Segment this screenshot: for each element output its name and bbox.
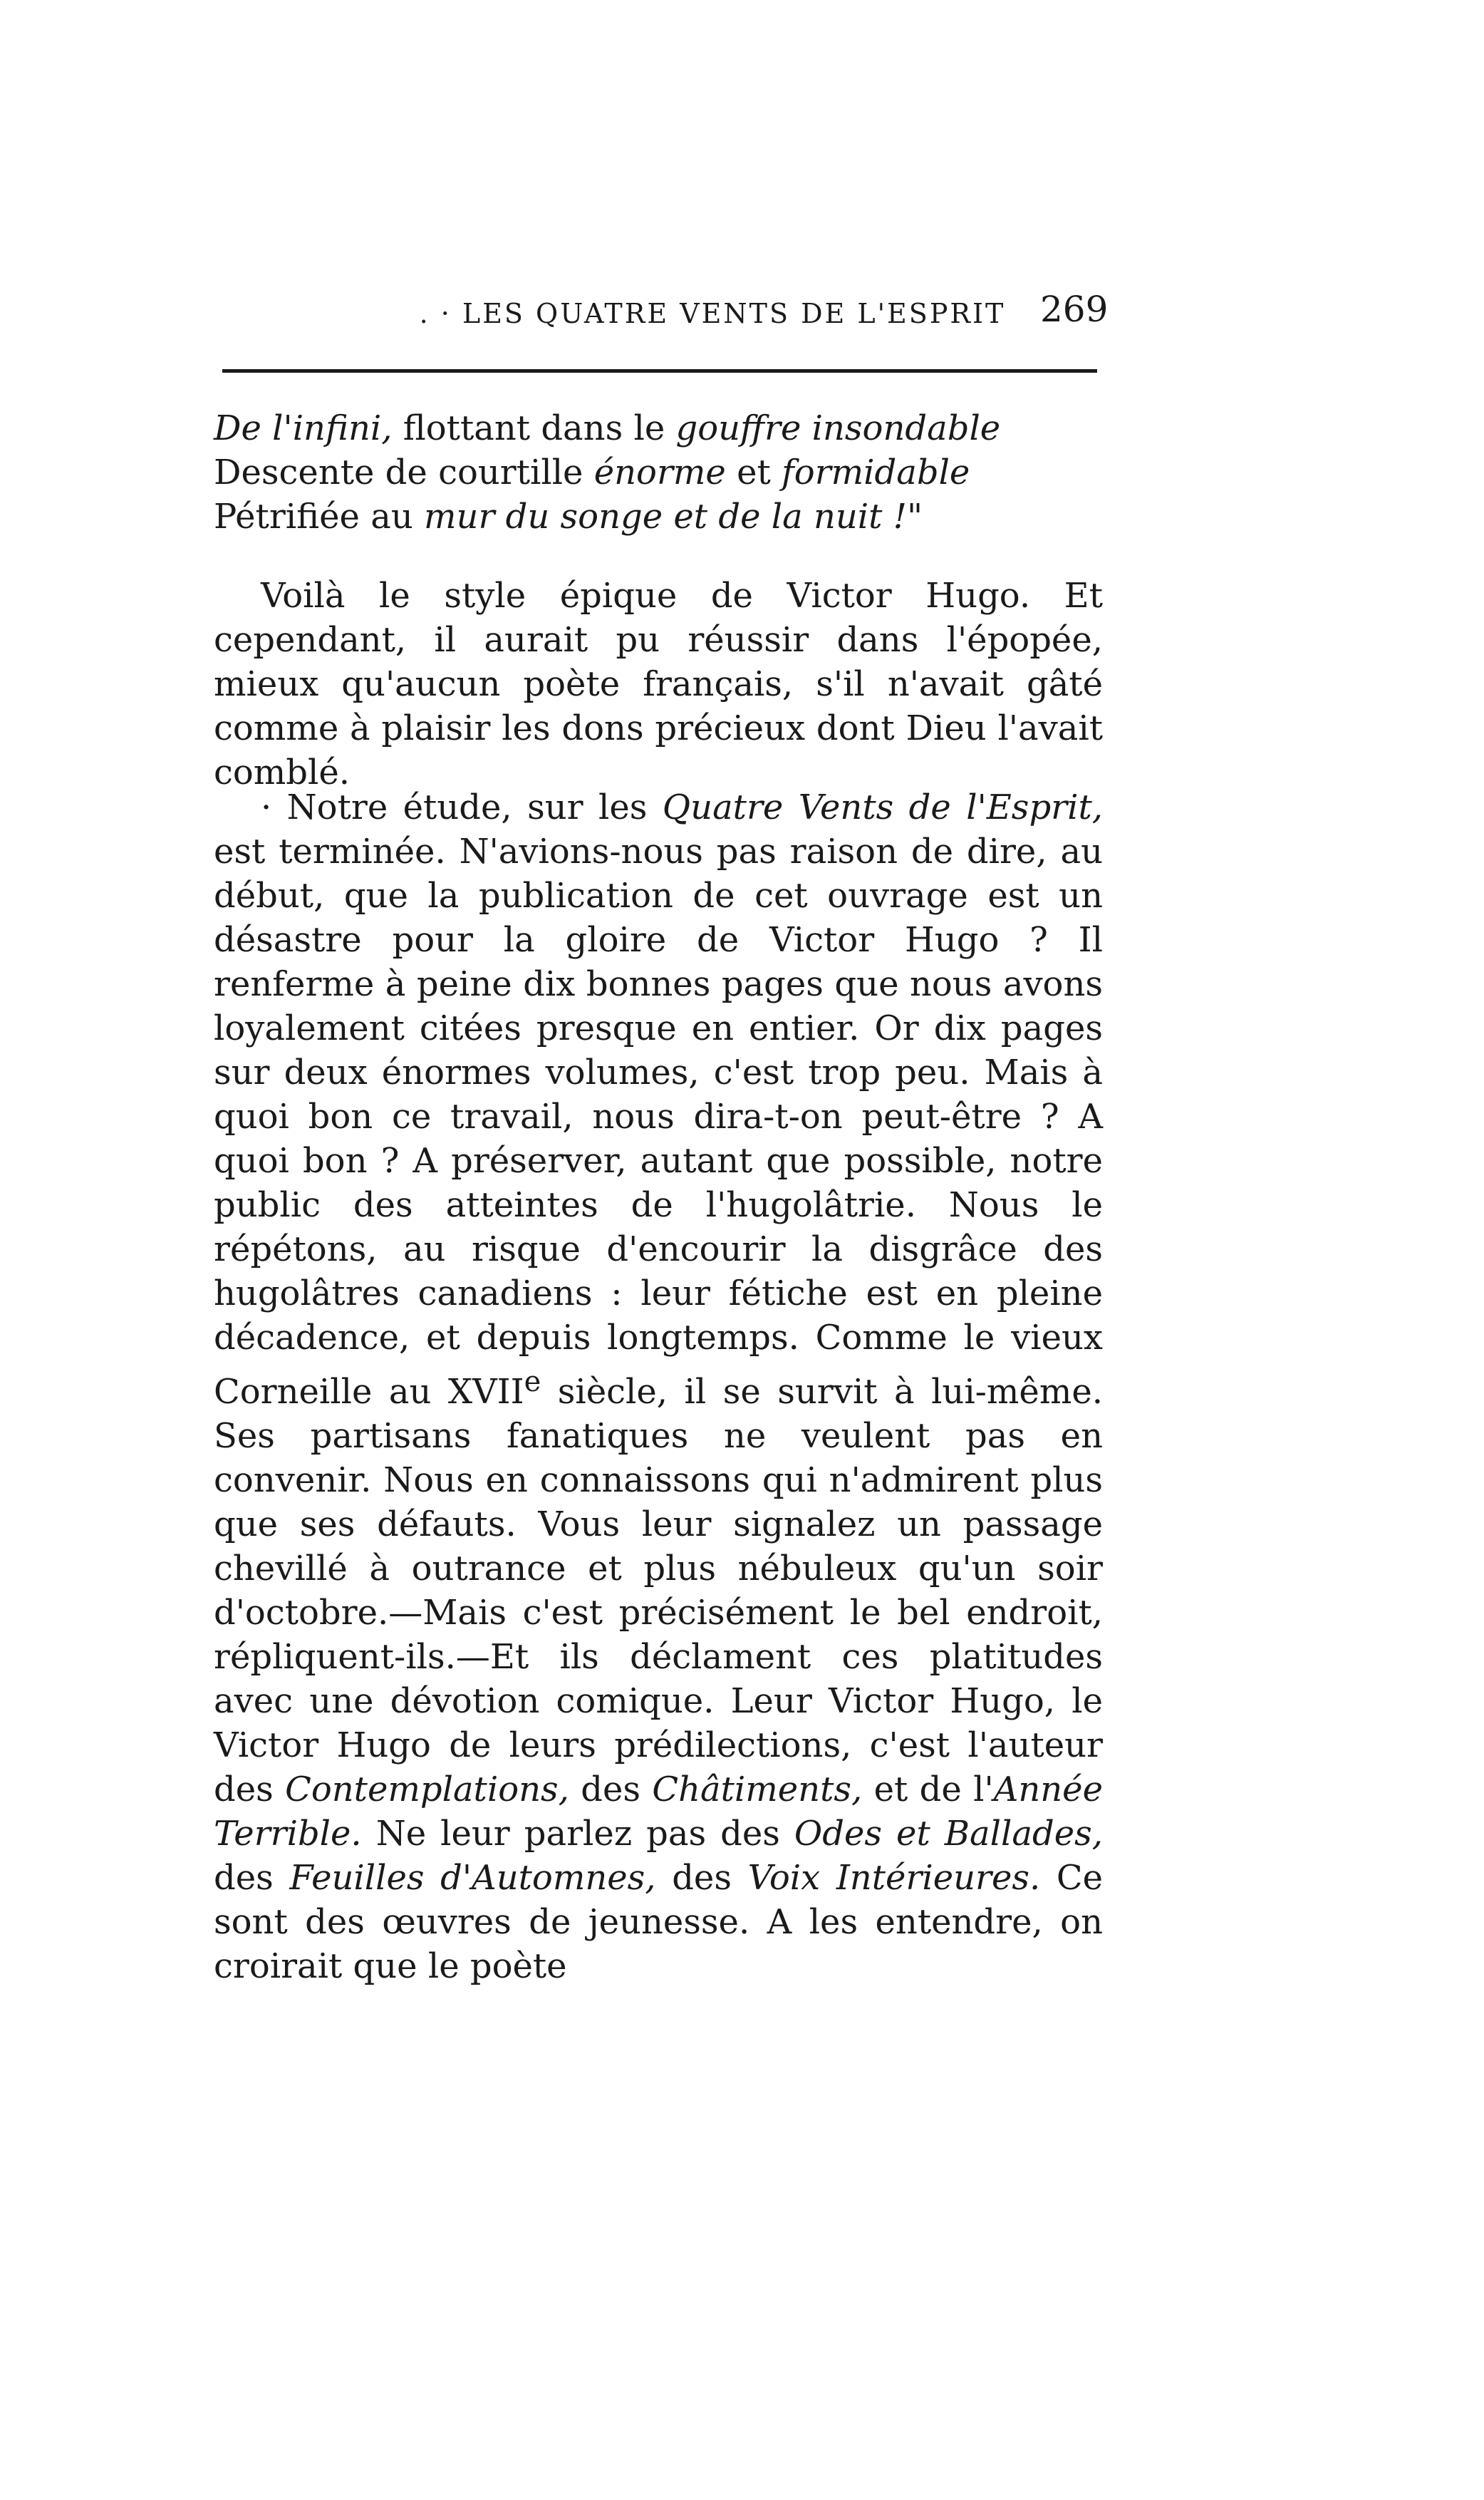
paragraph-1: Voilà le style épique de Victor Hugo. Et cependant, il aurait pu réussir dans l'épopée, mieux qu'aucun poète français, s'il n'avait gâté comme à plaisir les dons précieux dont Dieu l'avait comblé. (214, 576, 1103, 792)
body-text: Ne leur parlez pas des (361, 1814, 794, 1854)
body-text: des (569, 1770, 653, 1809)
verse-italic: formidable (782, 453, 970, 492)
verse-italic: mur du songe et de la nuit ! (424, 497, 907, 537)
verse-text: Descente de courtille (214, 453, 594, 492)
verse-italic: De l'infini, (214, 408, 393, 448)
title-italic: Contemplations, (285, 1770, 569, 1809)
verse-text: " (906, 497, 923, 537)
body-text: siècle, il se survit à lui-même. Ses partisans fanatiques ne veulent pas en convenir. Nous en connaissons qui n'admirent plus que ses défauts. Vous leur signalez un passage chevillé à outrance et plus nébuleux qu'un soir d'octobre.—Mais c'est précisément le bel endroit, répliquent-ils.—Et ils déclament ces platitudes avec une dévotion comique. Leur Victor Hugo, le Victor Hugo de leurs prédilections, c'est l'auteur des (214, 1372, 1103, 1809)
running-head: . · LES QUATRE VENTS DE L'ESPRIT (419, 298, 1006, 329)
body-text: des (655, 1858, 748, 1898)
body-text: est terminée. N'avions-nous pas raison de dire, au début, que la publication de cet ouvrage est un désastre pour la gloire de Victor Hugo ? Il renferme à peine dix bonnes pages que nous avons loyalement citées presque en entier. Or dix pages sur deux énormes volumes, c'est trop peu. Mais à quoi bon ce travail, nous dira-t-on peut-être ? A quoi bon ? A préserver, autant que possible, notre public des atteintes de l'hugolâtrie. Nous le répétons, au risque d'encourir la disgrâce des hugolâtres canadiens : leur fétiche est en pleine décadence, et depuis longtemps. Comme le vieux Corneille au XVII (214, 832, 1103, 1412)
verse-line (214, 406, 1111, 450)
verse-text: et (725, 453, 782, 492)
paragraph-2 (214, 785, 1103, 1988)
verse-line (214, 495, 1111, 539)
verse-line (214, 450, 1111, 495)
title-italic: Odes et Ballades, (794, 1814, 1103, 1854)
title-italic: Voix Intérieures. (747, 1858, 1041, 1898)
body-text: des (214, 1858, 290, 1898)
page-number: 269 (1040, 289, 1109, 330)
title-italic: Quatre Vents de l'Esprit, (662, 787, 1104, 827)
verse-text: flottant dans le (392, 408, 676, 448)
superscript: e (524, 1365, 541, 1398)
title-italic: Année Terrible. (214, 1770, 1103, 1854)
title-italic: Châtiments, (652, 1770, 863, 1809)
verse-text: Pétrifiée au (214, 497, 425, 537)
body-text: et de l' (862, 1770, 994, 1809)
verse-block (214, 406, 1111, 539)
verse-italic: gouffre insondable (675, 408, 1001, 448)
title-italic: Feuilles d'Automnes, (289, 1858, 656, 1898)
body-text: Ce sont des œuvres de jeunesse. A les entendre, on croirait que le poète (214, 1858, 1104, 1986)
header-rule (222, 369, 1097, 373)
body-text: · Notre étude, sur les (261, 787, 663, 827)
verse-italic: énorme (593, 453, 726, 492)
